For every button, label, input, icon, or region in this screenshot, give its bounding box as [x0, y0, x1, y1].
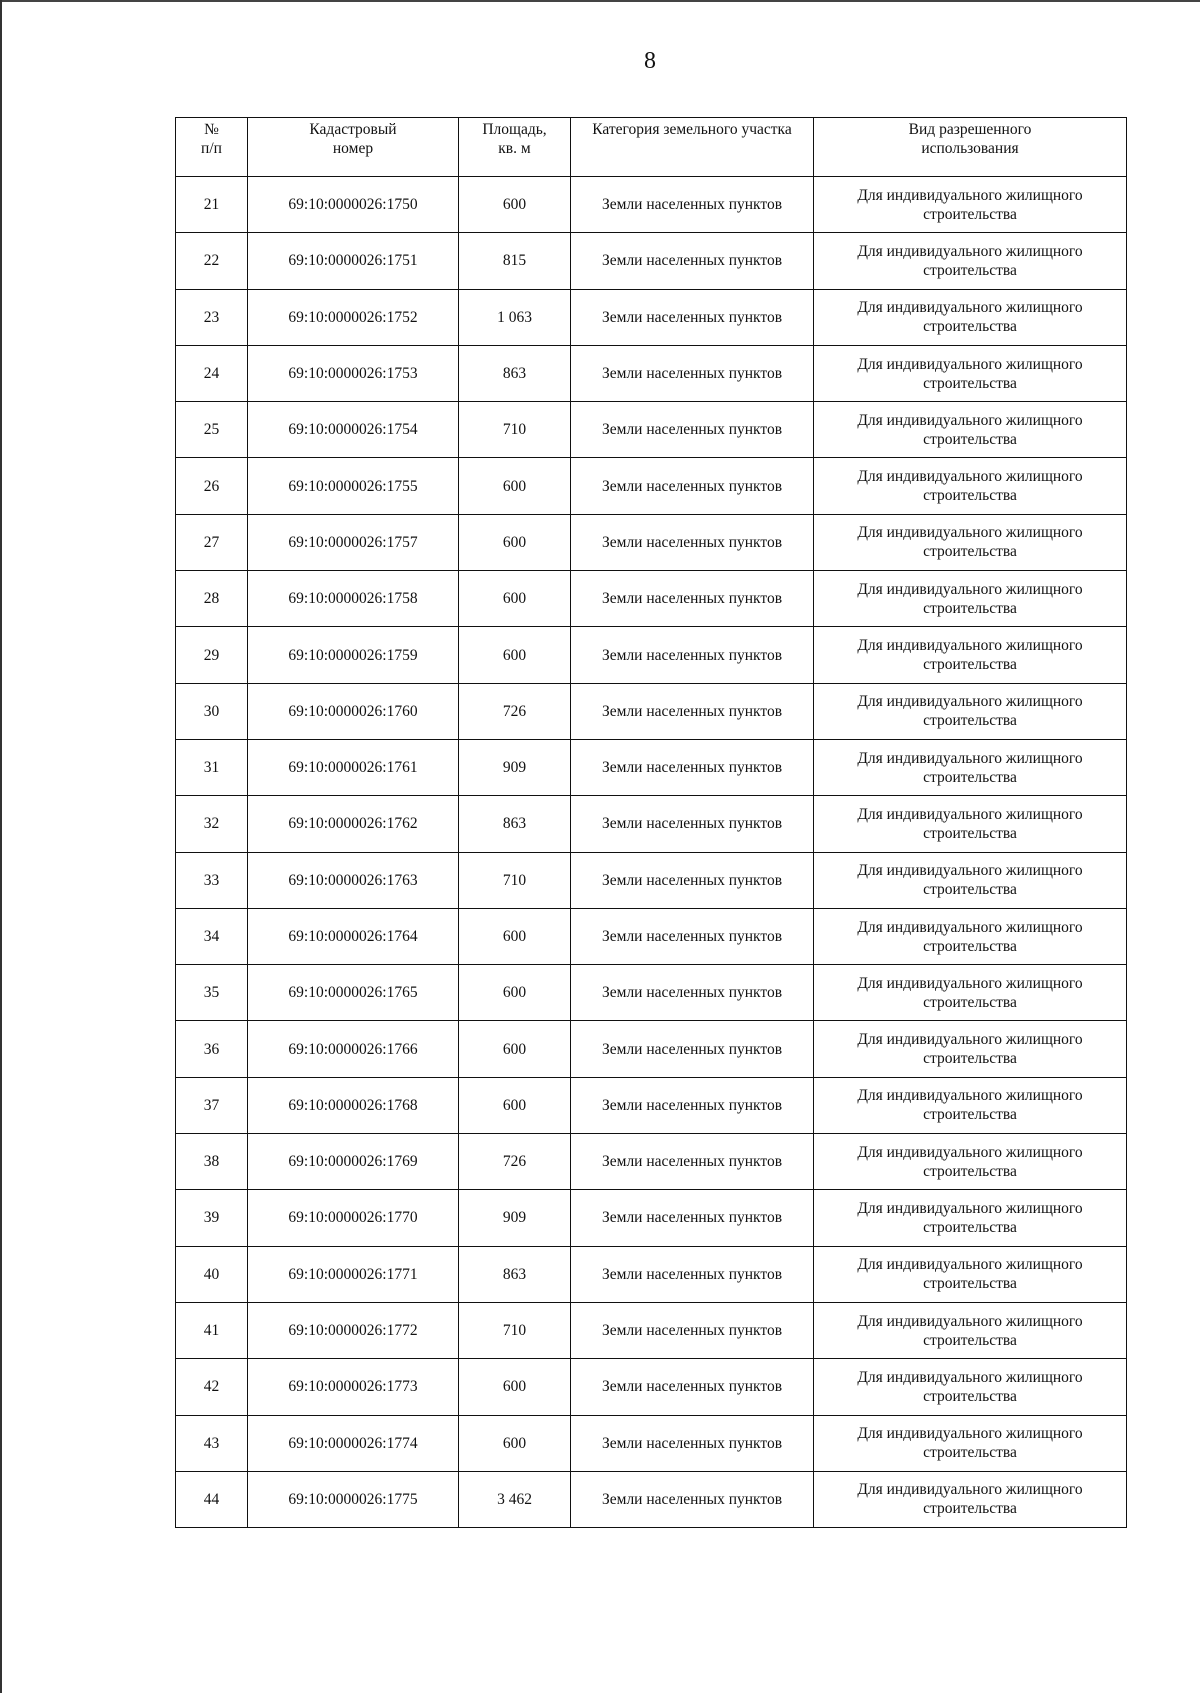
permitted-use-line-2: строительства: [923, 1106, 1017, 1124]
permitted-use: [814, 1359, 1127, 1415]
cadastral-number: 69:10:0000026:1762: [248, 796, 459, 852]
permitted-use: [814, 571, 1127, 627]
table-row: [176, 233, 1127, 289]
permitted-use: [814, 1471, 1127, 1527]
row-number: 29: [176, 627, 248, 683]
plot-area: 863: [459, 796, 571, 852]
land-category: Земли населенных пунктов: [571, 852, 814, 908]
plot-area: 600: [459, 627, 571, 683]
table-row: [176, 796, 1127, 852]
land-category: Земли населенных пунктов: [571, 289, 814, 345]
row-number: 43: [176, 1415, 248, 1471]
header-num: [176, 118, 248, 177]
permitted-use-line-2: строительства: [923, 205, 1017, 223]
permitted-use-line-2: строительства: [923, 1500, 1017, 1518]
land-category: Земли населенных пунктов: [571, 345, 814, 401]
land-category: Земли населенных пунктов: [571, 514, 814, 570]
row-number: 28: [176, 571, 248, 627]
permitted-use-line-2: строительства: [923, 712, 1017, 730]
land-category: Земли населенных пунктов: [571, 233, 814, 289]
table-row: [176, 627, 1127, 683]
cadastral-number: 69:10:0000026:1751: [248, 233, 459, 289]
permitted-use-line-2: строительства: [923, 318, 1017, 336]
cadastral-number: 69:10:0000026:1771: [248, 1246, 459, 1302]
header-use-line-1: Вид разрешенного: [908, 121, 1032, 138]
table-row: [176, 1359, 1127, 1415]
table-row: [176, 289, 1127, 345]
permitted-use-line-1: Для индивидуального жилищного: [857, 637, 1083, 655]
plot-area: 600: [459, 1415, 571, 1471]
permitted-use-line-1: Для индивидуального жилищного: [857, 1031, 1083, 1049]
header-category: [571, 118, 814, 177]
permitted-use-line-1: Для индивидуального жилищного: [857, 524, 1083, 542]
permitted-use-line-2: строительства: [923, 543, 1017, 561]
row-number: 34: [176, 908, 248, 964]
permitted-use-line-1: Для индивидуального жилищного: [857, 411, 1083, 429]
permitted-use-line-1: Для индивидуального жилищного: [857, 1481, 1083, 1499]
permitted-use-line-1: Для индивидуального жилищного: [857, 918, 1083, 936]
permitted-use-line-1: Для индивидуального жилищного: [857, 1256, 1083, 1274]
cadastral-number: 69:10:0000026:1770: [248, 1190, 459, 1246]
cadastral-number: 69:10:0000026:1752: [248, 289, 459, 345]
land-category: Земли населенных пунктов: [571, 1415, 814, 1471]
plot-area: 600: [459, 458, 571, 514]
permitted-use-line-2: строительства: [923, 1444, 1017, 1462]
land-category: Земли населенных пунктов: [571, 796, 814, 852]
table-row: [176, 402, 1127, 458]
header-use-line-2: использования: [921, 140, 1019, 157]
row-number: 31: [176, 739, 248, 795]
plot-area: 710: [459, 852, 571, 908]
row-number: 35: [176, 965, 248, 1021]
plot-area: 710: [459, 402, 571, 458]
permitted-use-line-2: строительства: [923, 768, 1017, 786]
permitted-use: [814, 345, 1127, 401]
table-row: [176, 1246, 1127, 1302]
table-row: [176, 683, 1127, 739]
cadastral-number: 69:10:0000026:1758: [248, 571, 459, 627]
plot-area: 600: [459, 1359, 571, 1415]
permitted-use: [814, 177, 1127, 233]
plot-area: 600: [459, 571, 571, 627]
permitted-use-line-1: Для индивидуального жилищного: [857, 242, 1083, 260]
land-category: Земли населенных пунктов: [571, 1471, 814, 1527]
table-row: [176, 1415, 1127, 1471]
permitted-use-line-1: Для индивидуального жилищного: [857, 468, 1083, 486]
cadastral-number: 69:10:0000026:1753: [248, 345, 459, 401]
plot-area: 600: [459, 965, 571, 1021]
row-number: 22: [176, 233, 248, 289]
table-row: [176, 908, 1127, 964]
land-category: Земли населенных пунктов: [571, 402, 814, 458]
land-category: Земли населенных пунктов: [571, 1134, 814, 1190]
header-area: [459, 118, 571, 177]
row-number: 38: [176, 1134, 248, 1190]
land-category: Земли населенных пунктов: [571, 1077, 814, 1133]
permitted-use-line-2: строительства: [923, 1218, 1017, 1236]
row-number: 24: [176, 345, 248, 401]
permitted-use-line-2: строительства: [923, 656, 1017, 674]
plot-area: 726: [459, 683, 571, 739]
permitted-use: [814, 852, 1127, 908]
permitted-use-line-1: Для индивидуального жилищного: [857, 862, 1083, 880]
cadastral-number: 69:10:0000026:1754: [248, 402, 459, 458]
row-number: 32: [176, 796, 248, 852]
plot-area: 815: [459, 233, 571, 289]
plot-area: 600: [459, 1077, 571, 1133]
permitted-use-line-2: строительства: [923, 1387, 1017, 1405]
permitted-use: [814, 1302, 1127, 1358]
table-row: [176, 177, 1127, 233]
table-body: [176, 177, 1127, 1528]
permitted-use: [814, 683, 1127, 739]
header-cadastral-line-1: Кадастровый: [309, 121, 397, 138]
table-row: [176, 1302, 1127, 1358]
header-cadastral-line-2: номер: [332, 140, 374, 157]
permitted-use-line-1: Для индивидуального жилищного: [857, 1199, 1083, 1217]
row-number: 26: [176, 458, 248, 514]
header-cadastral: [248, 118, 459, 177]
cadastral-number: 69:10:0000026:1775: [248, 1471, 459, 1527]
plot-area: 710: [459, 1302, 571, 1358]
row-number: 42: [176, 1359, 248, 1415]
land-category: Земли населенных пунктов: [571, 1302, 814, 1358]
table-row: [176, 1190, 1127, 1246]
land-category: Земли населенных пунктов: [571, 908, 814, 964]
permitted-use-line-1: Для индивидуального жилищного: [857, 1368, 1083, 1386]
table-row: [176, 852, 1127, 908]
cadastral-number: 69:10:0000026:1755: [248, 458, 459, 514]
cadastral-number: 69:10:0000026:1757: [248, 514, 459, 570]
permitted-use-line-1: Для индивидуального жилищного: [857, 355, 1083, 373]
cadastral-number: 69:10:0000026:1774: [248, 1415, 459, 1471]
row-number: 33: [176, 852, 248, 908]
land-category: Земли населенных пунктов: [571, 627, 814, 683]
permitted-use: [814, 402, 1127, 458]
plot-area: 600: [459, 908, 571, 964]
permitted-use-line-2: строительства: [923, 881, 1017, 899]
permitted-use: [814, 1077, 1127, 1133]
permitted-use: [814, 1134, 1127, 1190]
cadastral-number: 69:10:0000026:1750: [248, 177, 459, 233]
table-row: [176, 739, 1127, 795]
row-number: 44: [176, 1471, 248, 1527]
permitted-use-line-2: строительства: [923, 1050, 1017, 1068]
cadastral-number: 69:10:0000026:1763: [248, 852, 459, 908]
cadastral-number: 69:10:0000026:1761: [248, 739, 459, 795]
header-area-line-1: Площадь,: [482, 121, 547, 138]
table-row: [176, 1134, 1127, 1190]
plot-area: 909: [459, 739, 571, 795]
cadastral-number: 69:10:0000026:1769: [248, 1134, 459, 1190]
permitted-use-line-1: Для индивидуального жилищного: [857, 1312, 1083, 1330]
cadastral-number: 69:10:0000026:1768: [248, 1077, 459, 1133]
permitted-use-line-2: строительства: [923, 487, 1017, 505]
plot-area: 863: [459, 1246, 571, 1302]
table-row: [176, 458, 1127, 514]
cadastral-number: 69:10:0000026:1764: [248, 908, 459, 964]
table-row: [176, 514, 1127, 570]
row-number: 37: [176, 1077, 248, 1133]
header-area-line-2: кв. м: [498, 140, 531, 157]
permitted-use: [814, 627, 1127, 683]
permitted-use-line-1: Для индивидуального жилищного: [857, 299, 1083, 317]
land-category: Земли населенных пунктов: [571, 1190, 814, 1246]
plot-area: 909: [459, 1190, 571, 1246]
permitted-use-line-1: Для индивидуального жилищного: [857, 974, 1083, 992]
land-category: Земли населенных пунктов: [571, 1359, 814, 1415]
permitted-use-line-2: строительства: [923, 1162, 1017, 1180]
table-row: [176, 965, 1127, 1021]
permitted-use-line-2: строительства: [923, 374, 1017, 392]
row-number: 41: [176, 1302, 248, 1358]
permitted-use: [814, 739, 1127, 795]
land-category: Земли населенных пунктов: [571, 1246, 814, 1302]
cadastral-number: 69:10:0000026:1772: [248, 1302, 459, 1358]
land-category: Земли населенных пунктов: [571, 683, 814, 739]
permitted-use: [814, 1021, 1127, 1077]
land-category: Земли населенных пунктов: [571, 1021, 814, 1077]
permitted-use-line-1: Для индивидуального жилищного: [857, 805, 1083, 823]
land-category: Земли населенных пунктов: [571, 965, 814, 1021]
permitted-use: [814, 514, 1127, 570]
row-number: 30: [176, 683, 248, 739]
row-number: 40: [176, 1246, 248, 1302]
permitted-use-line-1: Для индивидуального жилищного: [857, 749, 1083, 767]
table-row: [176, 1077, 1127, 1133]
permitted-use: [814, 1246, 1127, 1302]
table-row: [176, 345, 1127, 401]
land-category: Земли населенных пунктов: [571, 739, 814, 795]
permitted-use: [814, 289, 1127, 345]
cadastral-number: 69:10:0000026:1765: [248, 965, 459, 1021]
row-number: 25: [176, 402, 248, 458]
permitted-use-line-1: Для индивидуального жилищного: [857, 580, 1083, 598]
cadastral-number: 69:10:0000026:1773: [248, 1359, 459, 1415]
table-row: [176, 571, 1127, 627]
permitted-use-line-2: строительства: [923, 937, 1017, 955]
header-use: [814, 118, 1127, 177]
row-number: 39: [176, 1190, 248, 1246]
table-header-row: [176, 118, 1127, 177]
land-category: Земли населенных пунктов: [571, 458, 814, 514]
permitted-use-line-1: Для индивидуального жилищного: [857, 186, 1083, 204]
permitted-use-line-2: строительства: [923, 430, 1017, 448]
row-number: 23: [176, 289, 248, 345]
scan-left-border: [0, 0, 2, 1693]
plot-area: 600: [459, 1021, 571, 1077]
permitted-use: [814, 1415, 1127, 1471]
permitted-use-line-1: Для индивидуального жилищного: [857, 693, 1083, 711]
plot-area: 3 462: [459, 1471, 571, 1527]
plot-area: 600: [459, 177, 571, 233]
permitted-use-line-2: строительства: [923, 599, 1017, 617]
permitted-use-line-2: строительства: [923, 824, 1017, 842]
permitted-use: [814, 908, 1127, 964]
permitted-use-line-1: Для индивидуального жилищного: [857, 1425, 1083, 1443]
table-row: [176, 1471, 1127, 1527]
permitted-use: [814, 965, 1127, 1021]
cadastral-number: 69:10:0000026:1760: [248, 683, 459, 739]
header-category-line-1: Категория земельного участка: [592, 121, 792, 138]
page-number: 8: [644, 48, 656, 74]
cadastral-number: 69:10:0000026:1759: [248, 627, 459, 683]
header-num-line-2: п/п: [201, 140, 222, 157]
permitted-use: [814, 1190, 1127, 1246]
permitted-use-line-2: строительства: [923, 1275, 1017, 1293]
permitted-use: [814, 233, 1127, 289]
permitted-use: [814, 458, 1127, 514]
plot-area: 726: [459, 1134, 571, 1190]
plot-area: 600: [459, 514, 571, 570]
land-category: Земли населенных пунктов: [571, 571, 814, 627]
land-category: Земли населенных пунктов: [571, 177, 814, 233]
plot-area: 1 063: [459, 289, 571, 345]
permitted-use-line-2: строительства: [923, 261, 1017, 279]
row-number: 36: [176, 1021, 248, 1077]
row-number: 27: [176, 514, 248, 570]
permitted-use-line-2: строительства: [923, 993, 1017, 1011]
header-num-line-1: №: [204, 121, 219, 138]
land-plots-table: [175, 117, 1127, 1528]
permitted-use-line-1: Для индивидуального жилищного: [857, 1087, 1083, 1105]
scan-top-border: [0, 0, 1200, 2]
plot-area: 863: [459, 345, 571, 401]
row-number: 21: [176, 177, 248, 233]
table-row: [176, 1021, 1127, 1077]
permitted-use-line-2: строительства: [923, 1331, 1017, 1349]
cadastral-number: 69:10:0000026:1766: [248, 1021, 459, 1077]
permitted-use: [814, 796, 1127, 852]
permitted-use-line-1: Для индивидуального жилищного: [857, 1143, 1083, 1161]
